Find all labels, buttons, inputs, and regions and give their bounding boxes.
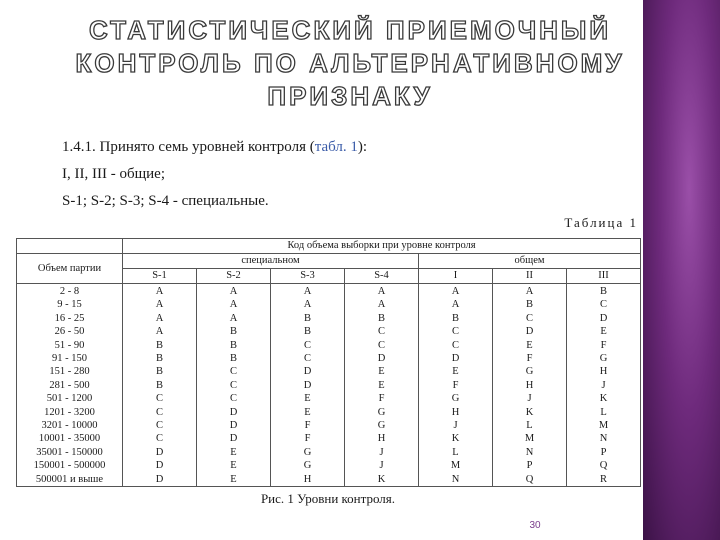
code-cell: E — [567, 325, 641, 338]
code-cell: C — [419, 325, 493, 338]
code-cell: A — [123, 298, 197, 311]
code-cell: B — [123, 339, 197, 352]
code-cell: D — [271, 365, 345, 378]
text-line-1 — [62, 134, 622, 161]
code-cell: A — [123, 325, 197, 338]
code-cell: A — [345, 284, 419, 299]
code-cell: Q — [493, 473, 567, 487]
code-cell: A — [197, 298, 271, 311]
lot-size-cell: 500001 и выше — [17, 473, 123, 487]
header-corner — [17, 239, 123, 254]
lot-size-cell: 501 - 1200 — [17, 392, 123, 405]
code-cell: E — [197, 473, 271, 487]
code-cell: E — [197, 459, 271, 472]
header-special: специальном — [123, 254, 419, 269]
code-cell: C — [567, 298, 641, 311]
table-row — [17, 298, 641, 311]
lot-size-cell: 10001 - 35000 — [17, 432, 123, 445]
code-cell: C — [123, 392, 197, 405]
table-label: Таблица 1 — [564, 215, 638, 230]
code-cell: K — [493, 406, 567, 419]
code-cell: H — [493, 379, 567, 392]
code-cell: D — [345, 352, 419, 365]
code-cell: J — [567, 379, 641, 392]
code-cell: G — [271, 459, 345, 472]
body-text — [62, 134, 622, 215]
code-cell: F — [567, 339, 641, 352]
code-cell: B — [197, 339, 271, 352]
code-cell: G — [419, 392, 493, 405]
table-row — [17, 339, 641, 352]
lot-size-cell: 1201 - 3200 — [17, 406, 123, 419]
code-cell: A — [271, 298, 345, 311]
code-cell: C — [345, 339, 419, 352]
code-cell: J — [345, 459, 419, 472]
code-cell: H — [271, 473, 345, 487]
code-cell: A — [271, 284, 345, 299]
code-cell: F — [493, 352, 567, 365]
code-cell: J — [493, 392, 567, 405]
code-cell: E — [197, 446, 271, 459]
col-header: S-2 — [197, 269, 271, 284]
code-cell: A — [123, 284, 197, 299]
lot-size-cell: 91 - 150 — [17, 352, 123, 365]
code-cell: E — [493, 339, 567, 352]
code-cell: C — [493, 312, 567, 325]
text-line-1-prefix: 1.4.1. Принято семь уровней контроля ( — [62, 139, 315, 155]
code-cell: J — [419, 419, 493, 432]
code-cell: L — [493, 419, 567, 432]
code-cell: M — [419, 459, 493, 472]
col-header: II — [493, 269, 567, 284]
code-cell: F — [419, 379, 493, 392]
code-cell: B — [419, 312, 493, 325]
code-cell: F — [345, 392, 419, 405]
text-line-2: I, II, III - общие; — [62, 166, 166, 182]
header-row-groups — [17, 254, 641, 269]
lot-size-cell: 151 - 280 — [17, 365, 123, 378]
code-cell: P — [493, 459, 567, 472]
col-header: S-3 — [271, 269, 345, 284]
code-cell: C — [197, 379, 271, 392]
code-cell: D — [197, 419, 271, 432]
code-cell: C — [271, 352, 345, 365]
code-cell: A — [419, 298, 493, 311]
code-cell: C — [271, 339, 345, 352]
lot-size-cell: 281 - 500 — [17, 379, 123, 392]
header-main: Код объема выборки при уровне контроля — [123, 239, 641, 254]
lot-size-cell: 51 - 90 — [17, 339, 123, 352]
code-cell: D — [123, 446, 197, 459]
code-cell: F — [271, 432, 345, 445]
figure-caption: Рис. 1 Уровни контроля. — [260, 491, 396, 506]
code-cell: N — [493, 446, 567, 459]
code-cell: B — [123, 365, 197, 378]
code-cell: A — [123, 312, 197, 325]
code-cell: L — [419, 446, 493, 459]
slide-title: СТАТИСТИЧЕСКИЙ ПРИЕМОЧНЫЙ КОНТРОЛЬ ПО АЛЬТЕРНАТИВНОМУ ПРИЗНАКУ — [75, 15, 625, 111]
code-cell: H — [567, 365, 641, 378]
code-cell: A — [197, 312, 271, 325]
code-cell: B — [345, 312, 419, 325]
table-row — [17, 392, 641, 405]
code-cell: A — [419, 284, 493, 299]
code-cell: D — [419, 352, 493, 365]
table-row — [17, 379, 641, 392]
code-cell: N — [567, 432, 641, 445]
table-reference-link[interactable]: табл. 1 — [314, 139, 358, 155]
code-cell: C — [197, 392, 271, 405]
code-cell: G — [345, 406, 419, 419]
header-general: общем — [419, 254, 641, 269]
lot-size-cell: 26 - 50 — [17, 325, 123, 338]
code-cell: D — [197, 432, 271, 445]
code-cell: K — [567, 392, 641, 405]
decorative-side-bar — [643, 0, 720, 540]
lot-size-cell: 3201 - 10000 — [17, 419, 123, 432]
code-cell: C — [123, 406, 197, 419]
code-cell: E — [345, 379, 419, 392]
lot-size-cell: 16 - 25 — [17, 312, 123, 325]
code-cell: B — [197, 352, 271, 365]
table-row — [17, 473, 641, 487]
code-cell: A — [345, 298, 419, 311]
code-cell: R — [567, 473, 641, 487]
code-cell: C — [345, 325, 419, 338]
code-cell: N — [419, 473, 493, 487]
table-row — [17, 352, 641, 365]
code-cell: B — [271, 312, 345, 325]
text-line-1-suffix: ): — [357, 139, 368, 155]
code-cell: F — [271, 419, 345, 432]
col-header: III — [567, 269, 641, 284]
code-cell: D — [271, 379, 345, 392]
table-body — [17, 284, 641, 487]
lot-size-cell: 9 - 15 — [17, 298, 123, 311]
code-cell: B — [123, 352, 197, 365]
code-cell: D — [567, 312, 641, 325]
code-cell: J — [345, 446, 419, 459]
table-row — [17, 406, 641, 419]
table-row — [17, 446, 641, 459]
table-row — [17, 419, 641, 432]
code-cell: Q — [567, 459, 641, 472]
code-cell: G — [271, 446, 345, 459]
code-cell: M — [493, 432, 567, 445]
code-cell: A — [197, 284, 271, 299]
code-cell: C — [123, 432, 197, 445]
lot-size-cell: 2 - 8 — [17, 284, 123, 299]
table-row — [17, 365, 641, 378]
control-levels-table — [16, 238, 641, 487]
code-cell: D — [123, 459, 197, 472]
code-cell: G — [567, 352, 641, 365]
col-header: S-1 — [123, 269, 197, 284]
code-cell: G — [493, 365, 567, 378]
code-cell: K — [345, 473, 419, 487]
code-cell: C — [197, 365, 271, 378]
code-cell: H — [419, 406, 493, 419]
code-cell: D — [493, 325, 567, 338]
code-cell: E — [271, 406, 345, 419]
code-cell: L — [567, 406, 641, 419]
page-number: 30 — [529, 520, 541, 531]
lot-size-cell: 35001 - 150000 — [17, 446, 123, 459]
lot-size-cell: 150001 - 500000 — [17, 459, 123, 472]
code-cell: B — [493, 298, 567, 311]
code-cell: D — [197, 406, 271, 419]
table-row — [17, 312, 641, 325]
code-cell: A — [493, 284, 567, 299]
code-cell: M — [567, 419, 641, 432]
table-row — [17, 325, 641, 338]
header-lot-size: Объем партии — [17, 254, 123, 284]
col-header: I — [419, 269, 493, 284]
code-cell: C — [123, 419, 197, 432]
code-cell: E — [271, 392, 345, 405]
code-cell: G — [345, 419, 419, 432]
table-row — [17, 459, 641, 472]
col-header: S-4 — [345, 269, 419, 284]
code-cell: B — [123, 379, 197, 392]
code-cell: B — [567, 284, 641, 299]
code-cell: B — [197, 325, 271, 338]
code-cell: C — [419, 339, 493, 352]
code-cell: H — [345, 432, 419, 445]
code-cell: D — [123, 473, 197, 487]
table-row — [17, 432, 641, 445]
code-cell: P — [567, 446, 641, 459]
code-cell: B — [271, 325, 345, 338]
header-row-main — [17, 239, 641, 254]
table-row — [17, 284, 641, 299]
code-cell: K — [419, 432, 493, 445]
code-cell: E — [419, 365, 493, 378]
text-line-3: S-1; S-2; S-3; S-4 - специальные. — [62, 193, 269, 209]
code-cell: E — [345, 365, 419, 378]
